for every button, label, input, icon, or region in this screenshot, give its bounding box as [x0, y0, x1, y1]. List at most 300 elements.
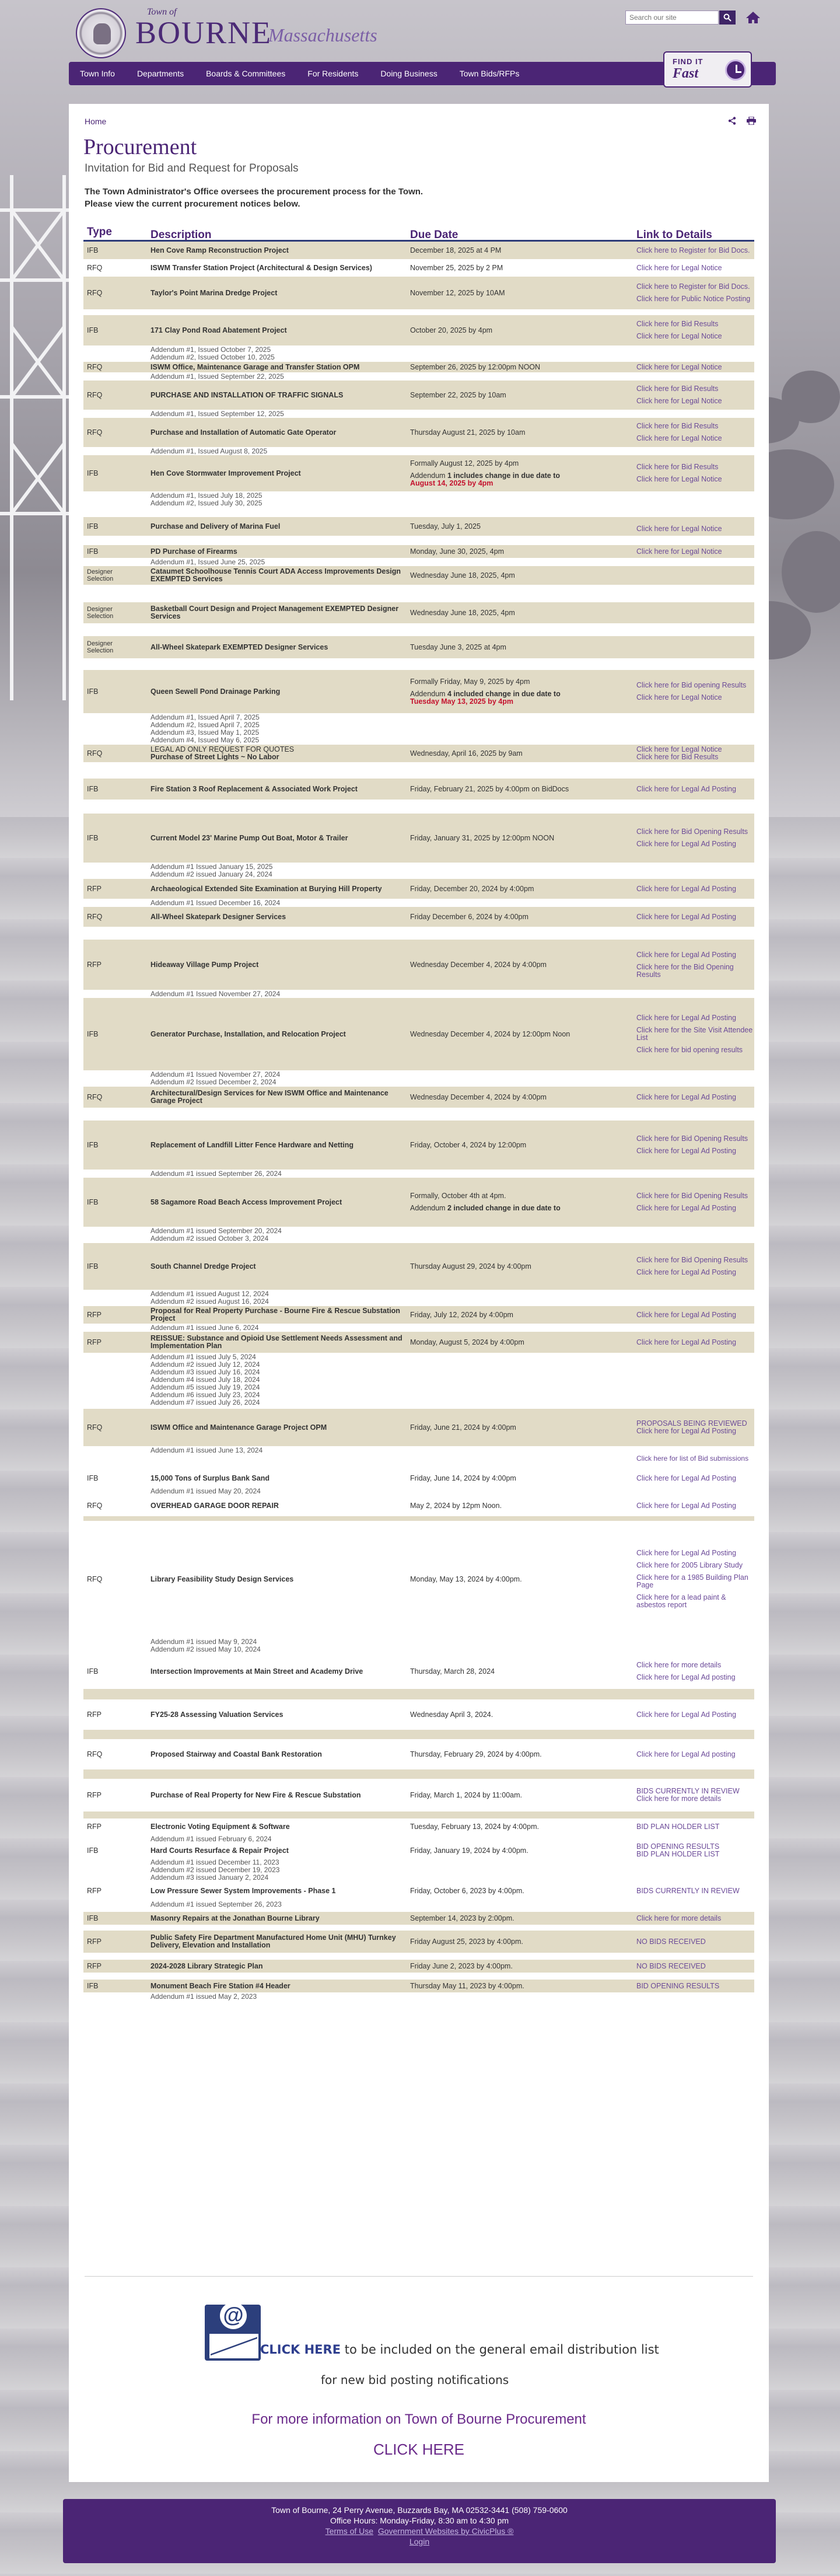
row-links [636, 746, 754, 761]
addendum-item[interactable]: Addendum #2 issued May 10, 2024 [150, 1645, 261, 1653]
detail-link[interactable]: Click here for Legal Notice [636, 434, 722, 442]
addendum-list [150, 990, 410, 998]
table-row [83, 998, 754, 1070]
terms-of-use-link[interactable]: Terms of Use [325, 2526, 374, 2536]
detail-link[interactable]: Click here for Legal Ad Posting [636, 1710, 736, 1719]
detail-link[interactable]: Click here for Legal Ad Posting [636, 1268, 736, 1276]
row-links [636, 463, 754, 483]
new-due-date: 2 included change in due date to [447, 1204, 561, 1212]
addendum-item[interactable]: Addendum #1, Issued September 22, 2025 [150, 372, 284, 381]
addendum-item[interactable]: Addendum #1, Issued August 8, 2025 [150, 447, 268, 455]
detail-link[interactable]: BID PLAN HOLDER LIST [636, 1850, 720, 1858]
row-due-date [410, 264, 636, 272]
addendum-item[interactable]: Addendum #3 issued July 16, 2024 [150, 1368, 260, 1376]
table-row [83, 940, 754, 990]
due-line: Monday, June 30, 2025, 4pm [410, 547, 504, 556]
nav-boards-committees[interactable]: Boards & Committees [206, 69, 286, 78]
addendum-item[interactable]: Addendum #1 issued July 5, 2024 [150, 1353, 256, 1361]
row-links [636, 1311, 754, 1319]
addendum-item[interactable]: Addendum #2, Issued July 30, 2025 [150, 499, 262, 507]
table-spacer [83, 1689, 754, 1699]
table-row [83, 636, 754, 658]
addendum-item[interactable]: Addendum #1 issued May 20, 2024 [150, 1487, 261, 1495]
row-type: Designer Selection [87, 606, 114, 620]
addendum-item[interactable]: Addendum #3, Issued May 1, 2025 [150, 728, 260, 737]
row-due-date [410, 1424, 636, 1432]
addendum-item[interactable]: Addendum #1 issued August 12, 2024 [150, 1290, 269, 1298]
row-links [636, 1339, 754, 1346]
addendum-list [150, 1901, 410, 1908]
print-icon[interactable] [747, 117, 756, 125]
detail-link[interactable]: Click here for Legal Ad posting [636, 1750, 736, 1758]
footer-address: Town of Bourne, 24 Perry Avenue, Buzzards Bay, MA 02532-3441 (508) 759-0600 [271, 2505, 568, 2515]
table-row [83, 1779, 754, 1811]
row-type: IFB [87, 1198, 99, 1206]
breadcrumb-home[interactable]: Home [85, 117, 107, 126]
due-line: Friday, January 19, 2024 by 4:00pm. [410, 1846, 528, 1855]
row-description: Fire Station 3 Roof Replacement & Associated Work Project [150, 784, 358, 793]
row-due-date [410, 1963, 636, 1970]
detail-link[interactable]: Click here for Bid opening Results [636, 681, 747, 689]
addendum-item[interactable]: Addendum #2, Issued October 10, 2025 [150, 353, 275, 361]
footer-hours: Office Hours: Monday-Friday, 8:30 am to 4:30 pm [330, 2516, 509, 2525]
addendum-item[interactable]: Addendum #2 Issued December 2, 2024 [150, 1078, 276, 1086]
row-type: IFB [87, 1262, 99, 1270]
row-description: All-Wheel Skatepark EXEMPTED Designer Services [150, 643, 328, 651]
civicplus-link[interactable]: Government Websites by CivicPlus ® [377, 2526, 514, 2536]
addendum-row [83, 863, 754, 879]
table-row [83, 517, 754, 536]
due-line: Friday, January 31, 2025 by 12:00pm NOON [410, 833, 555, 842]
page-subtitle: Invitation for Bid and Request for Proposals [85, 162, 299, 174]
col-due-date-header: Due Date [410, 229, 459, 241]
detail-link[interactable]: Click here for Legal Ad Posting [636, 784, 736, 793]
addendum-item[interactable]: Addendum #2 issued October 3, 2024 [150, 1234, 269, 1242]
login-link[interactable]: Login [409, 2537, 430, 2546]
detail-link[interactable]: Click here to Register for Bid Docs. [636, 282, 750, 291]
nav-departments[interactable]: Departments [136, 69, 184, 78]
table-spacer [83, 585, 754, 602]
row-links [636, 682, 754, 701]
row-due-date [410, 327, 636, 334]
content-area [69, 104, 769, 2482]
detail-link[interactable]: Click here for Legal Ad posting [636, 1673, 736, 1681]
table-row [83, 1409, 754, 1446]
row-due-date [410, 289, 636, 297]
addendum-item[interactable]: Addendum #1, Issued September 12, 2025 [150, 410, 284, 418]
due-line: December 18, 2025 at 4 PM [410, 246, 502, 254]
row-type: RFP [87, 1711, 102, 1719]
due-line: Wednesday, April 16, 2025 by 9am [410, 749, 523, 758]
addendum-row [83, 558, 754, 566]
more-info-link[interactable]: For more information on Town of Bourne Procurement [251, 2411, 586, 2427]
detail-link[interactable]: Click here for Legal Ad Posting [636, 950, 736, 959]
row-due-date [410, 1847, 636, 1855]
logo-state: Massachusetts [268, 25, 377, 46]
search-input[interactable] [625, 11, 719, 25]
row-type: RFQ [87, 428, 103, 437]
row-links [636, 364, 754, 371]
addendum-item[interactable]: Addendum #1, Issued June 25, 2025 [150, 558, 265, 566]
logo-bourne[interactable]: BOURNE [135, 15, 272, 50]
table-row [83, 242, 754, 259]
detail-link[interactable]: NO BIDS RECEIVED [636, 1937, 706, 1946]
row-due-date [410, 548, 636, 556]
row-description: OVERHEAD GARAGE DOOR REPAIR [150, 1501, 279, 1510]
due-line: Tuesday, February 13, 2024 by 4:00pm. [410, 1822, 539, 1831]
row-links [636, 1788, 754, 1803]
table-spacer [83, 1769, 754, 1779]
due-line: Friday June 2, 2023 by 4:00pm. [410, 1961, 513, 1970]
due-line: Thursday May 11, 2023 by 4:00pm. [410, 1981, 524, 1990]
detail-link[interactable]: Click here for 2005 Library Study [636, 1561, 743, 1569]
detail-link[interactable]: BID OPENING RESULTS [636, 1981, 720, 1990]
due-line: September 14, 2023 by 2:00pm. [410, 1914, 514, 1922]
addendum-item[interactable]: Addendum #1 Issued December 16, 2024 [150, 899, 281, 907]
addendum-row [83, 1227, 754, 1243]
intro-text: The Town Administrator's Office oversees the procurement process for the Town. [85, 187, 424, 197]
addendum-row [83, 1446, 754, 1454]
row-description: Replacement of Landfill Litter Fence Hardware and Netting [150, 1140, 354, 1149]
table-spacer [83, 1108, 754, 1121]
table-row [83, 418, 754, 447]
divider [85, 2276, 753, 2277]
row-due-date [410, 678, 636, 706]
town-seal-logo[interactable] [76, 8, 126, 58]
detail-link[interactable]: Click here for Legal Notice [636, 397, 722, 405]
detail-link[interactable]: Click here for Legal Ad Posting [636, 1147, 736, 1155]
row-type: IFB [87, 1914, 99, 1922]
addendum-item[interactable]: Addendum #2 issued August 16, 2024 [150, 1297, 269, 1306]
due-line: Monday, August 5, 2024 by 4:00pm [410, 1338, 524, 1346]
detail-link[interactable]: Click here for Bid Results [636, 320, 719, 328]
email-envelope-icon[interactable] [205, 2305, 261, 2361]
row-description: Proposal for Real Property Purchase - Bourne Fire & Rescue Substation Project [150, 1307, 400, 1322]
detail-link[interactable]: Click here for Bid Results [636, 753, 719, 761]
addendum-row [83, 345, 754, 362]
row-due-date [410, 1311, 636, 1319]
table-row [83, 545, 754, 558]
row-description: 171 Clay Pond Road Abatement Project [150, 326, 287, 334]
row-due-date [410, 392, 636, 399]
detail-link[interactable]: Click here for Bid Results [636, 422, 719, 430]
table-spacer [83, 1730, 754, 1739]
detail-link[interactable]: Click here for a lead paint & asbestos report [636, 1593, 726, 1609]
addendum-item[interactable]: Addendum #3 issued January 2, 2024 [150, 1873, 269, 1882]
table-row [83, 1699, 754, 1730]
table-row [83, 1739, 754, 1769]
addendum-item[interactable]: Addendum #1, Issued April 7, 2025 [150, 713, 260, 721]
addendum-row [83, 713, 754, 745]
due-line: Thursday, March 28, 2024 [410, 1667, 495, 1676]
row-links [636, 264, 754, 272]
row-description: Current Model 23' Marine Pump Out Boat, Motor & Trailer [150, 833, 348, 842]
detail-link[interactable]: Click here for Legal Ad Posting [636, 1092, 736, 1101]
detail-link[interactable]: Click here for Legal Ad Posting [636, 1474, 736, 1482]
addendum-item[interactable]: Addendum #1 issued May 2, 2023 [150, 1992, 257, 2001]
detail-link[interactable]: Click here for Legal Ad Posting [636, 1014, 736, 1022]
due-line: Tuesday May 13, 2025 by 4pm [410, 697, 513, 706]
detail-link[interactable]: Click here for bid opening results [636, 1046, 743, 1054]
row-description: Masonry Repairs at the Jonathan Bourne Library [150, 1914, 320, 1922]
distribution-line1: to be included on the general email distribution list [344, 2343, 659, 2357]
new-due-date: 1 includes change in due date to [447, 471, 561, 480]
row-links [636, 1662, 754, 1681]
detail-link[interactable]: Click here for Bid Opening Results [636, 1135, 748, 1143]
row-description: Intersection Improvements at Main Street and Academy Drive [150, 1667, 363, 1676]
row-links [636, 1915, 754, 1922]
row-links [636, 423, 754, 442]
find-it-fast-button[interactable] [663, 51, 752, 88]
nav-doing-business[interactable]: Doing Business [380, 69, 438, 78]
home-icon [745, 11, 761, 25]
detail-link[interactable]: Click here for Legal Notice [636, 524, 722, 533]
click-here-link[interactable]: CLICK HERE [373, 2441, 465, 2458]
row-type: RFQ [87, 1502, 103, 1510]
row-due-date [410, 885, 636, 893]
table-row [83, 315, 754, 345]
row-links [636, 1938, 754, 1946]
detail-link[interactable]: Click here for Legal Notice [636, 547, 722, 556]
row-due-date [410, 1192, 636, 1212]
row-description: Hideaway Village Pump Project [150, 960, 259, 969]
due-line: Tuesday June 3, 2025 at 4pm [410, 643, 506, 651]
page-title: Procurement [83, 135, 197, 159]
due-line: May 2, 2024 by 12pm Noon. [410, 1501, 502, 1510]
table-spacer [83, 1973, 754, 1980]
row-type: RFP [87, 1887, 102, 1895]
bid-submissions-link[interactable]: Click here for list of Bid submissions [636, 1454, 749, 1462]
due-line: October 20, 2025 by 4pm [410, 326, 493, 334]
detail-link[interactable]: Click here for Bid Opening Results [636, 828, 748, 836]
home-button[interactable] [744, 9, 762, 26]
addendum-item[interactable]: Addendum #1 issued June 6, 2024 [150, 1324, 259, 1332]
due-line: Friday, June 14, 2024 by 4:00pm [410, 1474, 516, 1482]
table-row [83, 455, 754, 491]
addendum-item[interactable]: Addendum #1 Issued November 27, 2024 [150, 990, 281, 998]
addendum-item[interactable]: Addendum #1 issued December 11, 2023 [150, 1858, 279, 1866]
table-spacer [83, 309, 754, 315]
nav-for-residents[interactable]: For Residents [307, 69, 359, 78]
row-type: Designer Selection [87, 640, 114, 654]
table-row [83, 907, 754, 927]
row-type: RFP [87, 1338, 102, 1346]
row-description: Queen Sewell Pond Drainage Parking [150, 687, 281, 696]
table-row [83, 1931, 754, 1953]
table-row [83, 1818, 754, 1835]
detail-link[interactable]: BID PLAN HOLDER LIST [636, 1822, 720, 1831]
distribution-link[interactable]: CLICK HERE [260, 2343, 341, 2357]
row-links [636, 521, 754, 533]
detail-link[interactable]: PROPOSALS BEING REVIEWED [636, 1419, 747, 1427]
table-spacer [83, 1811, 754, 1818]
detail-link[interactable]: Click here to Register for Bid Docs. [636, 246, 750, 254]
addendum-list [150, 492, 410, 507]
table-row [83, 1980, 754, 1992]
row-description: Proposed Stairway and Coastal Bank Restoration [150, 1750, 322, 1758]
addendum-row [83, 1992, 754, 2001]
row-type: RFP [87, 1962, 102, 1970]
addendum-item[interactable]: Addendum #1 issued February 6, 2024 [150, 1835, 272, 1843]
logo-town-of: Town of [147, 7, 177, 17]
table-spacer [83, 1925, 754, 1931]
addendum-item[interactable]: Addendum #1 Issued November 27, 2024 [150, 1070, 281, 1078]
addendum-item[interactable]: Addendum #1 issued September 26, 2023 [150, 1900, 282, 1908]
detail-link[interactable]: Click here for Bid Opening Results [636, 1192, 748, 1200]
detail-link[interactable]: Click here for Legal Ad Posting [636, 1427, 736, 1435]
row-description: ISWM Transfer Station Project (Architectural & Design Services) [150, 263, 372, 272]
addendum-item[interactable]: Addendum #1 issued June 13, 2024 [150, 1446, 263, 1454]
row-description: All-Wheel Skatepark Designer Services [150, 912, 286, 921]
detail-link[interactable]: Click here for Legal Notice [636, 362, 722, 371]
row-type: IFB [87, 1847, 99, 1855]
addendum-item[interactable]: Addendum #4, Issued May 6, 2025 [150, 736, 260, 744]
addendum-list [150, 1859, 410, 1882]
row-type: IFB [87, 469, 99, 477]
clock-icon [725, 60, 746, 81]
nav-town-bids-rfps[interactable]: Town Bids/RFPs [459, 69, 520, 78]
detail-link[interactable]: BIDS CURRENTLY IN REVIEW [636, 1886, 740, 1895]
due-line: Wednesday June 18, 2025, 4pm [410, 608, 515, 617]
row-links [636, 1014, 754, 1054]
detail-link[interactable]: Click here for Public Notice Posting [636, 295, 751, 303]
table-row [83, 362, 754, 372]
detail-link[interactable]: BID OPENING RESULTS [636, 1842, 720, 1851]
row-type: RFQ [87, 913, 103, 921]
table-row [83, 1495, 754, 1516]
table-row [83, 277, 754, 309]
due-line: Formally Friday, May 9, 2025 by 4pm [410, 677, 530, 686]
table-row [83, 1843, 754, 1858]
addendum-item[interactable]: Addendum #7 issued July 26, 2024 [150, 1398, 260, 1406]
addendum-row [83, 1324, 754, 1332]
addendum-item[interactable]: Addendum #6 issued July 23, 2024 [150, 1391, 260, 1399]
row-description: Architectural/Design Services for New ISWM Office and Maintenance Garage Project [150, 1089, 388, 1105]
row-type: IFB [87, 246, 99, 254]
row-type: Designer Selection [87, 568, 114, 582]
row-description: Purchase and Delivery of Marina Fuel [150, 522, 281, 530]
addendum-row [83, 1638, 754, 1654]
row-due-date [410, 1982, 636, 1990]
detail-link[interactable]: Click here for Bid Opening Results [636, 1256, 748, 1264]
detail-link[interactable]: Click here for Legal Ad Posting [636, 1549, 736, 1557]
detail-link[interactable]: Click here for the Site Visit Attendee List [636, 1026, 753, 1042]
detail-link[interactable]: Click here for Legal Ad Posting [636, 912, 736, 921]
detail-link[interactable]: Click here for Legal Ad Posting [636, 840, 736, 848]
addendum-item[interactable]: Addendum #2, Issued April 7, 2025 [150, 721, 260, 729]
detail-link[interactable]: BIDS CURRENTLY IN REVIEW [636, 1787, 740, 1795]
addendum-list [150, 1638, 410, 1653]
addendum-item[interactable]: Addendum #1 issued September 20, 2024 [150, 1227, 282, 1235]
row-due-date [410, 364, 636, 371]
row-links [636, 1475, 754, 1482]
row-type: RFP [87, 1823, 102, 1831]
row-type: IFB [87, 1030, 99, 1038]
due-line: Thursday August 21, 2025 by 10am [410, 428, 526, 437]
row-links [636, 951, 754, 979]
row-due-date [410, 572, 636, 580]
table-spacer [83, 658, 754, 670]
detail-link[interactable]: Click here for Legal Notice [636, 263, 722, 272]
row-due-date [410, 523, 636, 530]
due-line: Friday August 25, 2023 by 4:00pm. [410, 1937, 523, 1946]
detail-link[interactable]: Click here for a 1985 Building Plan Page [636, 1573, 748, 1589]
table-row [83, 566, 754, 585]
row-type: RFQ [87, 289, 103, 297]
addendum-item[interactable]: Addendum #1 issued September 26, 2024 [150, 1170, 282, 1178]
detail-link[interactable]: Click here for Legal Ad Posting [636, 1338, 736, 1346]
addendum-item[interactable]: Addendum #2 issued January 24, 2024 [150, 870, 272, 878]
procurement-table [83, 226, 754, 2001]
addendum-row [83, 1835, 754, 1843]
due-line: Wednesday December 4, 2024 by 4:00pm [410, 960, 547, 969]
table-row [83, 814, 754, 863]
row-links [636, 1256, 754, 1276]
detail-link[interactable]: Click here for more details [636, 1661, 722, 1669]
row-description: Electronic Voting Equipment & Software [150, 1822, 290, 1831]
table-spacer [83, 1516, 754, 1521]
detail-link[interactable]: Click here for Legal Ad Posting [636, 1501, 736, 1510]
table-row [83, 602, 754, 623]
detail-link[interactable]: NO BIDS RECEIVED [636, 1961, 706, 1970]
detail-link[interactable]: Click here for Legal Ad Posting [636, 1204, 736, 1212]
addendum-link[interactable] [636, 1455, 754, 1462]
row-type: IFB [87, 326, 99, 334]
col-link-header: Link to Details [636, 229, 712, 241]
row-type: IFB [87, 687, 99, 696]
addendum-row [83, 447, 754, 455]
addendum-item[interactable]: Addendum #1, Issued July 18, 2025 [150, 491, 262, 500]
row-description: 2024-2028 Library Strategic Plan [150, 1961, 263, 1970]
detail-link[interactable]: Click here for Legal Ad Posting [636, 1310, 736, 1319]
search-button[interactable] [719, 11, 736, 25]
addendum-item[interactable]: Addendum #4 issued July 18, 2024 [150, 1376, 260, 1384]
detail-link[interactable]: Click here for more details [636, 1795, 722, 1803]
addendum-list [150, 1227, 410, 1242]
addendum-list [150, 1488, 410, 1495]
row-type: RFQ [87, 1423, 103, 1432]
row-links [636, 1094, 754, 1101]
detail-link[interactable]: Click here for Legal Notice [636, 332, 722, 340]
table-row [83, 1332, 754, 1353]
nav-town-info[interactable]: Town Info [80, 69, 115, 78]
row-description: 15,000 Tons of Surplus Bank Sand [150, 1474, 270, 1482]
addendum-item[interactable]: Addendum #1 Issued January 15, 2025 [150, 863, 273, 871]
detail-link[interactable]: Click here for Legal Notice [636, 475, 722, 483]
addendum-item[interactable]: Addendum #1, Issued October 7, 2025 [150, 345, 271, 354]
row-due-date [410, 961, 636, 969]
addendum-item[interactable]: Addendum #2 issued December 19, 2023 [150, 1866, 280, 1874]
addendum-item[interactable]: Addendum #1 issued May 9, 2024 [150, 1638, 257, 1646]
row-due-date [410, 429, 636, 437]
detail-link[interactable]: Click here for more details [636, 1914, 722, 1922]
share-icon[interactable] [728, 117, 736, 125]
row-type: RFQ [87, 363, 103, 371]
detail-link[interactable]: Click here for Bid Results [636, 463, 719, 471]
row-description: South Channel Dredge Project [150, 1262, 256, 1270]
table-row [83, 879, 754, 899]
detail-link[interactable]: Click here for Legal Ad Posting [636, 884, 736, 893]
detail-link[interactable]: Click here for Bid Results [636, 385, 719, 393]
addendum-item[interactable]: Addendum #2 issued July 12, 2024 [150, 1360, 260, 1369]
due-line: Addendum 4 included change in due date to [410, 689, 561, 698]
detail-link[interactable]: Click here for the Bid Opening Results [636, 962, 734, 979]
due-line: Formally, October 4th at 4pm. [410, 1192, 506, 1200]
row-links [636, 1711, 754, 1719]
detail-link[interactable]: Click here for Legal Notice [636, 693, 722, 701]
addendum-item[interactable]: Addendum #5 issued July 19, 2024 [150, 1383, 260, 1391]
detail-link[interactable]: Click here for Legal Notice [636, 745, 722, 753]
